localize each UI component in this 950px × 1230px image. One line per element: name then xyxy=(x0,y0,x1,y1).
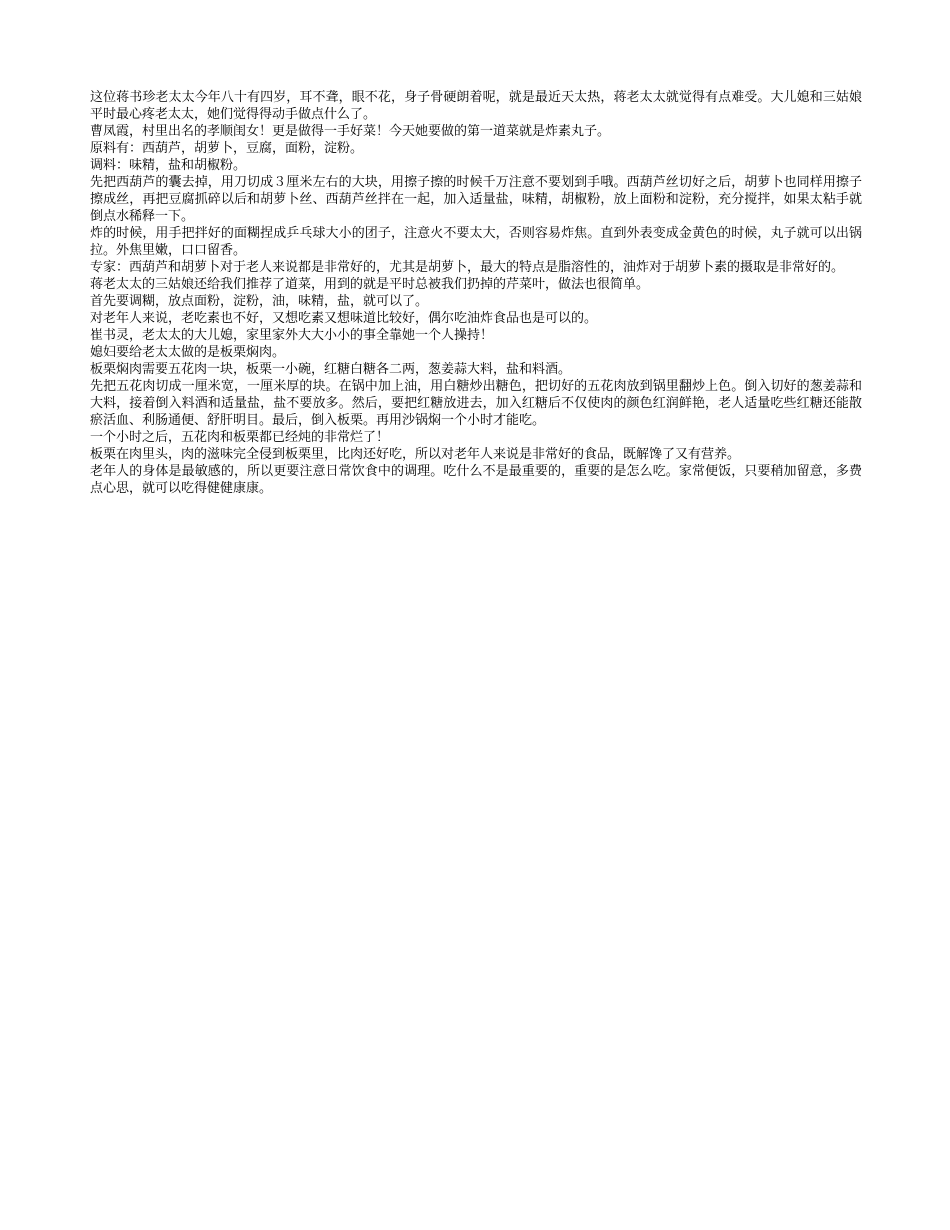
paragraph-5: 先把西葫芦的囊去掉，用刀切成３厘米左右的大块，用擦子擦的时候千万注意不要划到手哦。西葫芦丝切好之后，胡萝卜也同样用擦子擦成丝，再把豆腐抓碎以后和胡萝卜丝、西葫芦丝拌在一起，加入适量盐，味精，胡椒粉，放上面粉和淀粉，充分搅拌，如果太粘手就倒点水稀释一下。 xyxy=(90,175,862,224)
paragraph-2: 曹凤霞，村里出名的孝顺闺女！更是做得一手好菜！今天她要做的第一道菜就是炸素丸子。 xyxy=(90,124,611,139)
paragraph-10: 对老年人来说，老吃素也不好，又想吃素又想味道比较好，偶尔吃油炸食品也是可以的。 xyxy=(90,311,598,326)
paragraph-8: 蒋老太太的三姑娘还给我们推荐了道菜，用到的就是平时总被我们扔掉的芹菜叶，做法也很简单。 xyxy=(90,277,650,292)
paragraph-15: 一个小时之后，五花肉和板栗都已经炖的非常烂了！ xyxy=(90,430,390,445)
paragraph-7: 专家：西葫芦和胡萝卜对于老人来说都是非常好的，尤其是胡萝卜，最大的特点是脂溶性的，油炸对于胡萝卜素的摄取是非常好的。 xyxy=(90,260,845,275)
paragraph-6: 炸的时候，用手把拌好的面糊捏成乒乓球大小的团子，注意火不要太大，否则容易炸焦。直到外表变成金黄色的时候，丸子就可以出锅拉。外焦里嫩，口口留香。 xyxy=(90,226,862,258)
paragraph-17: 老年人的身体是最敏感的，所以更要注意日常饮食中的调理。吃什么不是最重要的，重要的是怎么吃。家常便饭，只要稍加留意，多费点心思，就可以吃得健健康康。 xyxy=(90,464,862,496)
paragraph-12: 媳妇要给老太太做的是板栗焖肉。 xyxy=(90,345,286,360)
paragraph-13: 板栗焖肉需要五花肉一块，板栗一小碗，红糖白糖各二两，葱姜蒜大料，盐和料酒。 xyxy=(90,362,572,377)
paragraph-4: 调料：味精，盐和胡椒粉。 xyxy=(90,158,247,173)
paragraph-14: 先把五花肉切成一厘米宽，一厘米厚的块。在锅中加上油，用白糖炒出糖色，把切好的五花肉放到锅里翻炒上色。倒入切好的葱姜蒜和大料，接着倒入料酒和适量盐，盐不要放多。然后，要把红糖放进去，加入红糖后不仅使肉的颜色红润鲜艳，老人适量吃些红糖还能散瘀活血、利肠通便、舒肝明目。最后，倒入板栗。再用沙锅焖一个小时才能吃。 xyxy=(90,379,862,428)
paragraph-3: 原料有：西葫芦，胡萝卜，豆腐，面粉，淀粉。 xyxy=(90,141,364,156)
paragraph-11: 崔书灵，老太太的大儿媳，家里家外大大小小的事全靠她一个人操持！ xyxy=(90,328,494,343)
document-body xyxy=(90,89,862,497)
paragraph-1: 这位蒋书珍老太太今年八十有四岁，耳不聋，眼不花，身子骨硬朗着呢，就是最近天太热，蒋老太太就觉得有点难受。大儿媳和三姑娘平时最心疼老太太，她们觉得得动手做点什么了。 xyxy=(90,90,862,122)
paragraph-16: 板栗在肉里头，肉的滋味完全侵到板栗里，比肉还好吃，所以对老年人来说是非常好的食品，既解馋了又有营养。 xyxy=(90,447,741,462)
paragraph-9: 首先要调糊，放点面粉，淀粉，油，味精，盐，就可以了。 xyxy=(90,294,429,309)
